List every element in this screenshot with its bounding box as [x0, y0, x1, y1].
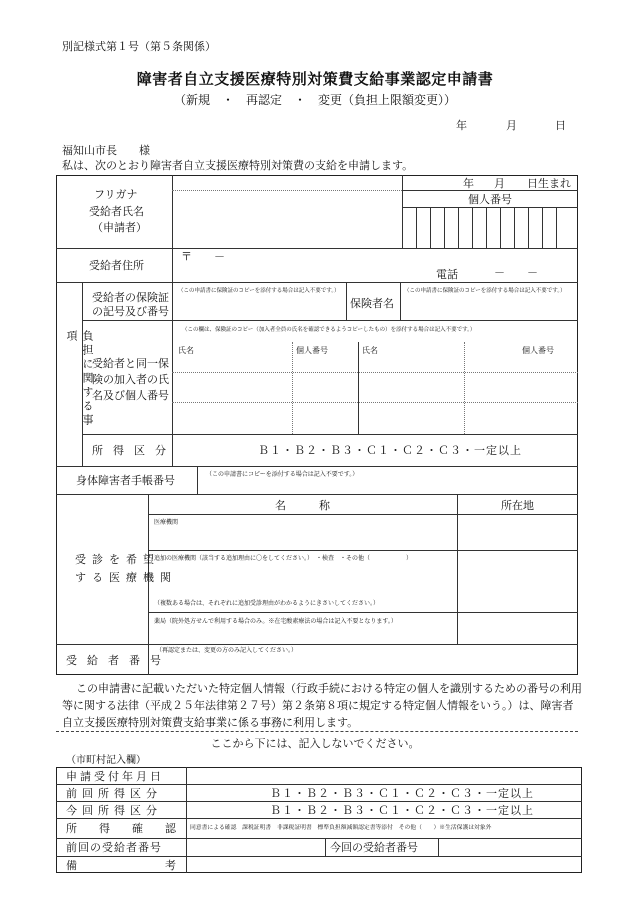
- medical-section-label-line2: する医療機関: [75, 571, 177, 584]
- birth-day-label: 日生まれ: [527, 177, 571, 190]
- medical-institution-field[interactable]: [149, 528, 456, 549]
- date-month-label: 月: [506, 119, 517, 132]
- handbook-number-label: 身体障害者手帳番号: [76, 474, 175, 487]
- members-col-name-1: 氏名: [178, 346, 194, 355]
- cut-line: [56, 731, 578, 732]
- members-label-line3: 名及び個人番号: [92, 389, 169, 402]
- members-col-name-2: 氏名: [362, 346, 378, 355]
- members-col-number-2: 個人番号: [522, 346, 554, 355]
- income-check-options: 同意書による確認 課税証明書 非課税証明書 標準負担額減額認定書等添付 その他（ ）※生活保護は対象外: [190, 825, 492, 831]
- remarks-label: 備考: [66, 859, 264, 872]
- privacy-notice: この申請書に記載いただいた特定個人情報（行政手続における特定の個人を識別するための番号の利用等に関する法律（平成２５年法律第２７号）第２条第８項に規定する特定個人情報をいう。）は、障害者自立支援医療特別対策費支給事業に係る事務に利用します。: [62, 682, 582, 729]
- curr-income-label: 今回所得区分: [66, 804, 162, 817]
- medical-col-location: 所在地: [501, 499, 534, 512]
- received-date-label: 申請受付年月日: [66, 770, 164, 783]
- insurer-name-field[interactable]: [401, 296, 577, 319]
- furigana-label: フリガナ: [94, 188, 138, 201]
- postal-code-mark: 〒 －: [181, 250, 225, 263]
- birth-month-label: 月: [494, 177, 505, 190]
- handbook-note: （この申請書にコピーを添付する場合は記入不要です。）: [206, 471, 359, 478]
- insurance-note: （この申請書に保険証のコピーを添付する場合は記入不要です。）: [178, 288, 340, 294]
- insurer-label: 保険者名: [350, 297, 394, 310]
- curr-income-options: Ｂ１・Ｂ２・Ｂ３・Ｃ１・Ｃ２・Ｃ３・一定以上: [270, 804, 534, 817]
- handbook-number-field[interactable]: [198, 480, 577, 493]
- phone-label: 電話: [436, 268, 458, 281]
- office-section-label: （市町村記入欄）: [66, 755, 146, 766]
- recipient-number-field[interactable]: [149, 656, 577, 674]
- form-number: 別記様式第１号（第５条関係）: [62, 40, 216, 53]
- office-use-notice: ここから下には、記入しないでください。: [210, 737, 420, 750]
- birth-year-label: 年: [463, 177, 474, 190]
- applicant-sub-label: （申請者）: [92, 221, 147, 234]
- recipient-name-field[interactable]: [173, 191, 401, 247]
- personal-number-field[interactable]: [403, 208, 577, 247]
- recipient-number-label: 受給者番号: [66, 654, 171, 667]
- address-label: 受給者住所: [89, 259, 144, 272]
- date-year-label: 年: [456, 119, 467, 132]
- prev-income-label: 前回所得区分: [66, 787, 162, 800]
- additional-institution-label: 追加の医療機関（該当する追加理由に〇をしてください。） ・検査 ・その他（ ）: [154, 555, 413, 562]
- income-category-label: 所得区分: [92, 444, 176, 457]
- date-day-label: 日: [555, 119, 566, 132]
- prev-recipient-label: 前回の受給者番号: [66, 841, 162, 854]
- members-note: （この欄は、保険証のコピー（加入者全員の氏名を確認できるようコピーしたもの）を添付する場合は記入不要です。）: [182, 327, 476, 333]
- additional-institution-field[interactable]: [149, 565, 456, 597]
- pharmacy-label: 薬局（院外処方せんで利用する場合のみ。※在宅酸素療法の場合は記入不要となります。）: [154, 618, 397, 625]
- income-check-label: 所得確認: [66, 822, 198, 835]
- insurance-label-line2: の記号及び番号: [92, 305, 169, 318]
- intro-text: 私は、次のとおり障害者自立支援医療特別対策費の支給を申請します。: [62, 159, 414, 172]
- personal-number-label: 個人番号: [468, 193, 512, 206]
- addressee: 福知山市長 様: [62, 144, 150, 157]
- medical-location-field[interactable]: [458, 515, 577, 643]
- members-label-line1: 受給者と同一保: [92, 357, 169, 370]
- recipient-name-label: 受給者氏名: [89, 205, 144, 218]
- pharmacy-field[interactable]: [149, 628, 456, 643]
- insurance-label-line1: 受給者の保険証: [92, 291, 169, 304]
- members-col-number-1: 個人番号: [296, 346, 328, 355]
- insurer-note: （この申請書に保険証のコピーを添付する場合は記入不要です。）: [404, 288, 566, 294]
- burden-section-label: 負担に関する事項: [65, 330, 94, 428]
- document-title: 障害者自立支援医療特別対策費支給事業認定申請書: [136, 70, 494, 88]
- members-label-line2: 険の加入者の氏: [92, 373, 169, 386]
- medical-institution-label: 医療機関: [154, 519, 179, 526]
- recipient-number-note: （再認定または、変更の方のみ記入してください。）: [156, 647, 298, 654]
- insurance-number-field[interactable]: [173, 296, 345, 319]
- medical-col-name: 名 称: [275, 499, 330, 512]
- prev-income-options: Ｂ１・Ｂ２・Ｂ３・Ｃ１・Ｃ２・Ｃ３・一定以上: [270, 787, 534, 800]
- phone-dashes: － －: [494, 266, 538, 279]
- income-category-options[interactable]: Ｂ１・Ｂ２・Ｂ３・Ｃ１・Ｃ２・Ｃ３・一定以上: [258, 444, 522, 457]
- medical-section-label-line1: 受診を希望: [75, 553, 160, 566]
- application-type: （新規 ・ 再認定 ・ 変更（負担上限額変更））: [173, 93, 456, 107]
- members-entry-field[interactable]: [173, 343, 577, 433]
- multiple-institutions-note: （複数ある場合は、それぞれに追加受診理由がわかるようにきさいしてください。）: [154, 600, 380, 607]
- curr-recipient-label: 今回の受給者番号: [330, 841, 418, 854]
